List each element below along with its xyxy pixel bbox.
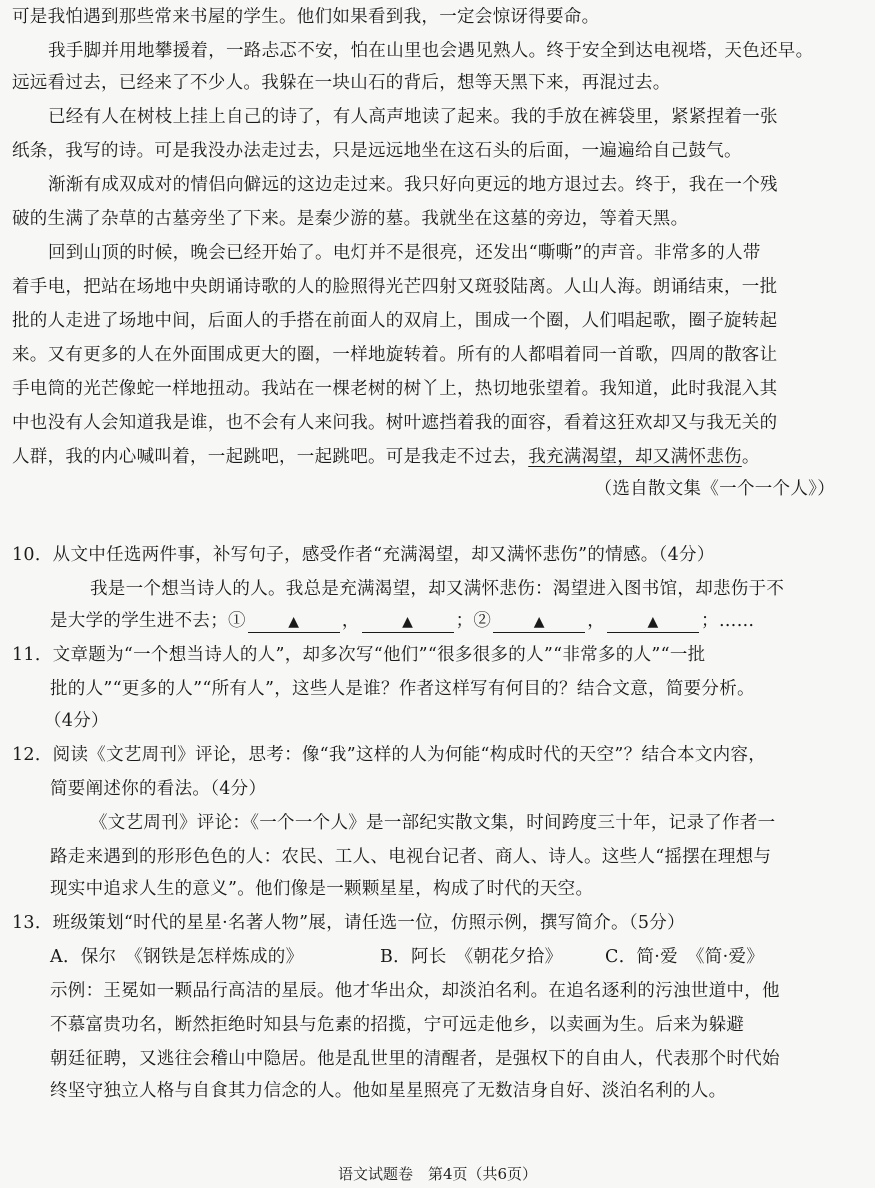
passage-line: 批的人走进了场地中间，后面人的手搭在前面人的双肩上，围成一个圈，人们唱起歌，圈子旋转起: [12, 311, 778, 331]
blank-end: ；……: [701, 611, 755, 631]
passage-line: 中也没有人会知道我是谁，也不会有人来问我。树叶遮挡着我的面容，看着这狂欢却又与我无关的: [12, 413, 778, 433]
question-13-example: 终坚守独立人格与自食其力信念的人。他如星星照亮了无数洁身自好、淡泊名利的人。: [50, 1081, 727, 1101]
passage-line: 可是我怕遇到那些常来书屋的学生。他们如果看到我，一定会惊讶得要命。: [12, 7, 600, 27]
question-12-quote: 路走来遇到的形形色色的人：农民、工人、电视台记者、商人、诗人。这些人“摇摆在理想与: [50, 847, 772, 867]
question-10-example: 我是一个想当诗人的人。我总是充满渴望，却又满怀悲伤：渴望进入图书馆，却悲伤于不: [90, 579, 785, 599]
passage-line: 我手脚并用地攀援着，一路忐忑不安，怕在山里也会遇见熟人。终于安全到达电视塔，天色还早。: [48, 41, 814, 61]
answer-blank-2[interactable]: [362, 610, 454, 633]
blank-separator: ，: [341, 611, 360, 631]
underlined-sentence: 我充满渴望，却又满怀悲伤: [528, 447, 742, 467]
question-10-prefix: 是大学的学生进不去；①: [50, 611, 246, 631]
question-10-blanks-line: [0, 608, 875, 634]
passage-line: 来。又有更多的人在外面围成更大的圈，一样地旋转着。所有的人都唱着同一首歌，四周的散客让: [12, 345, 778, 365]
question-13-options: [0, 944, 875, 970]
passage-source: （选自散文集《一个一个人》）: [594, 479, 835, 499]
option-c[interactable]: C．简·爱 《简·爱》: [605, 947, 765, 967]
passage-line: 破的生满了杂草的古墓旁坐了下来。是秦少游的墓。我就坐在这墓的旁边，等着天黑。: [12, 209, 689, 229]
passage-line: 远远看过去，已经来了不少人。我躲在一块山石的背后，想等天黑下来，再混过去。: [12, 73, 671, 93]
passage-line: 手电筒的光芒像蛇一样地扭动。我站在一棵老树的树丫上，热切地张望着。我知道，此时我混入其: [12, 379, 778, 399]
page-footer: 语文试题卷 第4页（共6页）: [337, 1165, 538, 1183]
blank-separator: ，: [587, 611, 606, 631]
triangle-marker-icon: ▲: [288, 614, 300, 630]
question-13-example: 不慕富贵功名，断然拒绝时知县与危素的招揽，宁可远走他乡，以卖画为生。后来为躲避: [50, 1015, 745, 1035]
question-11-line: 11．文章题为“一个想当诗人的人”，却多次写“他们”“很多很多的人”“非常多的人”“一批: [12, 645, 706, 665]
question-12-quote: 现实中追求人生的意义”。他们像是一颗颗星星，构成了时代的天空。: [50, 879, 594, 899]
triangle-marker-icon: ▲: [533, 614, 545, 630]
option-b[interactable]: B．阿长 《朝花夕拾》: [380, 947, 563, 967]
answer-blank-1[interactable]: [248, 610, 340, 633]
question-12-line: 简要阐述你的看法。（4分）: [50, 779, 267, 799]
blank-separator: ；②: [455, 611, 492, 631]
passage-line: 纸条，我写的诗。可是我没办法走过去，只是远远地坐在这石头的后面，一遍遍给自己鼓气。: [12, 141, 742, 161]
passage-last-line-prefix: 人群，我的内心喊叫着，一起跳吧，一起跳吧。可是我走不过去，: [12, 447, 529, 467]
passage-line: 着手电，把站在场地中央朗诵诗歌的人的脸照得光芒四射又斑驳陆离。人山人海。朗诵结束，一批: [12, 277, 778, 297]
passage-last-line-suffix: 。: [741, 447, 760, 467]
question-11-score: （4分）: [44, 711, 109, 731]
question-13-example: 示例：王冕如一颗品行高洁的星辰。他才华出众，却淡泊名利。在追名逐利的污浊世道中，他: [50, 981, 780, 1001]
triangle-marker-icon: ▲: [647, 614, 659, 630]
answer-blank-3[interactable]: [493, 610, 585, 633]
passage-line: 回到山顶的时候，晚会已经开始了。电灯并不是很亮，还发出“嘶嘶”的声音。非常多的人带: [48, 243, 761, 263]
question-11-line: 批的人”“更多的人”“所有人”，这些人是谁？作者这样写有何目的？结合文意，简要分析。: [50, 679, 755, 699]
passage-line: 已经有人在树枝上挂上自己的诗了，有人高声地读了起来。我的手放在裤袋里，紧紧捏着一张: [48, 107, 778, 127]
passage-line: 渐渐有成双成对的情侣向僻远的这边走过来。我只好向更远的地方退过去。终于，我在一个残: [48, 175, 778, 195]
question-10-stem: 10．从文中任选两件事，补写句子，感受作者“充满渴望，却又满怀悲伤”的情感。（4分）: [12, 545, 715, 565]
passage-last-line: [0, 444, 875, 470]
answer-blank-4[interactable]: [607, 610, 699, 633]
question-12-quote: 《文艺周刊》评论：《一个一个人》是一部纪实散文集，时间跨度三十年，记录了作者一: [90, 813, 776, 833]
question-13-stem: 13．班级策划“时代的星星·名著人物”展，请任选一位，仿照示例，撰写简介。（5分）: [12, 913, 685, 933]
question-13-example: 朝廷征聘，又逃往会稽山中隐居。他是乱世里的清醒者，是强权下的自由人，代表那个时代始: [50, 1049, 780, 1069]
option-a[interactable]: A．保尔 《钢铁是怎样炼成的》: [50, 947, 304, 967]
triangle-marker-icon: ▲: [402, 614, 414, 630]
question-12-line: 12．阅读《文艺周刊》评论，思考：像“我”这样的人为何能“构成时代的天空”？结合本文内容，: [12, 745, 767, 765]
